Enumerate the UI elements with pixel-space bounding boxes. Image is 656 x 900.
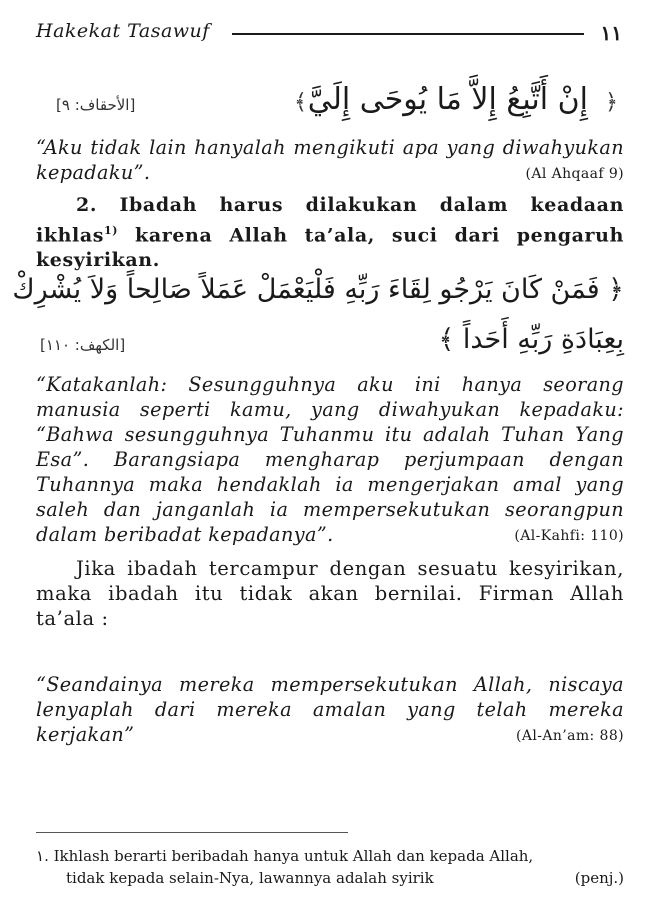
point-2-text-a: Ibadah harus dilakukan dalam keadaan ikhlas	[36, 194, 624, 247]
point-2-number: 2.	[76, 194, 98, 216]
footnote-marker: 1)	[104, 224, 119, 237]
footnote-number: ١.	[36, 847, 49, 865]
translation-3-reference: (Al-An’am: 88)	[515, 728, 624, 744]
translation-2-reference: (Al-Kahfi: 110)	[514, 528, 624, 544]
verse-1-arabic: إِنْ أَتَّبِعُ إِلاَّ مَا يُوحَى إِلَيَّ	[307, 82, 588, 117]
footnote-rule	[36, 832, 348, 833]
book-title: Hakekat Tasawuf	[36, 20, 210, 42]
footnote-line-2	[36, 867, 624, 889]
verse-2-line-2	[36, 324, 624, 368]
verse-1-reference: [الأحقاف: ٩]	[56, 96, 136, 114]
translation-3	[36, 672, 624, 749]
verse-2-reference: [الكهف: ١١٠]	[40, 336, 126, 354]
verse-2-arabic-line-2: بِعِبَادَةِ رَبِّهِ أَحَداً ﴾	[438, 324, 624, 355]
footnote-tag: (penj.)	[574, 869, 624, 887]
translation-2-text: “Katakanlah: Sesungguhnya aku ini hanya seorang manusia seperti kamu, yang diwahyukan kepadaku: “Bahwa sesungguhnya Tuhanmu itu adalah Tuhan Yang Esa”. Barangsiapa mengharap perjumpaan dengan Tuhannya maka hendaklah ia mengerjakan amal yang saleh dan janganlah ia mempersekutukan seorangpun dalam beribadat kepadanya”.	[36, 373, 624, 546]
translation-2	[36, 372, 624, 549]
footnote	[36, 845, 624, 889]
translation-3-text: “Seandainya mereka mempersekutukan Allah, niscaya lenyaplah dari mereka amalan yang telah mereka kerjakan”	[36, 673, 624, 746]
point-2	[36, 193, 624, 273]
translation-1-reference: (Al Ahqaaf 9)	[525, 166, 624, 182]
running-header	[36, 20, 624, 46]
page-number: ١١	[600, 21, 622, 45]
body-paragraph	[36, 556, 624, 631]
footnote-text-2: tidak kepada selain-Nya, lawannya adalah syirik	[66, 869, 434, 887]
translation-1	[36, 135, 624, 187]
point-2-text-b: karena Allah ta’ala, suci dari pengaruh kesyirikan.	[36, 224, 624, 272]
footnote-line-1	[36, 845, 624, 867]
footnote-text-1: Ikhlash berarti beribadah hanya untuk Allah dan kepada Allah,	[53, 847, 534, 865]
header-rule	[232, 33, 584, 35]
verse-2-arabic-line-1: ﴿ فَمَنْ كَانَ يَرْجُو لِقَاءَ رَبِّهِ فَلْيَعْمَلْ عَمَلاً صَالِحاً وَلاَ يُشْرِكْ	[12, 274, 624, 305]
verse-1	[36, 82, 624, 126]
book-page	[12, 0, 624, 900]
verse-1-bracket-open: ﴿	[605, 90, 618, 115]
translation-1-text: “Aku tidak lain hanyalah mengikuti apa yang diwahyukan kepadaku”.	[36, 136, 624, 184]
verse-1-bracket-close: ﴾	[294, 90, 307, 115]
body-paragraph-text: Jika ibadah tercampur dengan sesuatu kesyirikan, maka ibadah itu tidak akan bernilai. Firman Allah ta’ala :	[36, 557, 624, 630]
verse-2-line-1	[12, 272, 624, 320]
